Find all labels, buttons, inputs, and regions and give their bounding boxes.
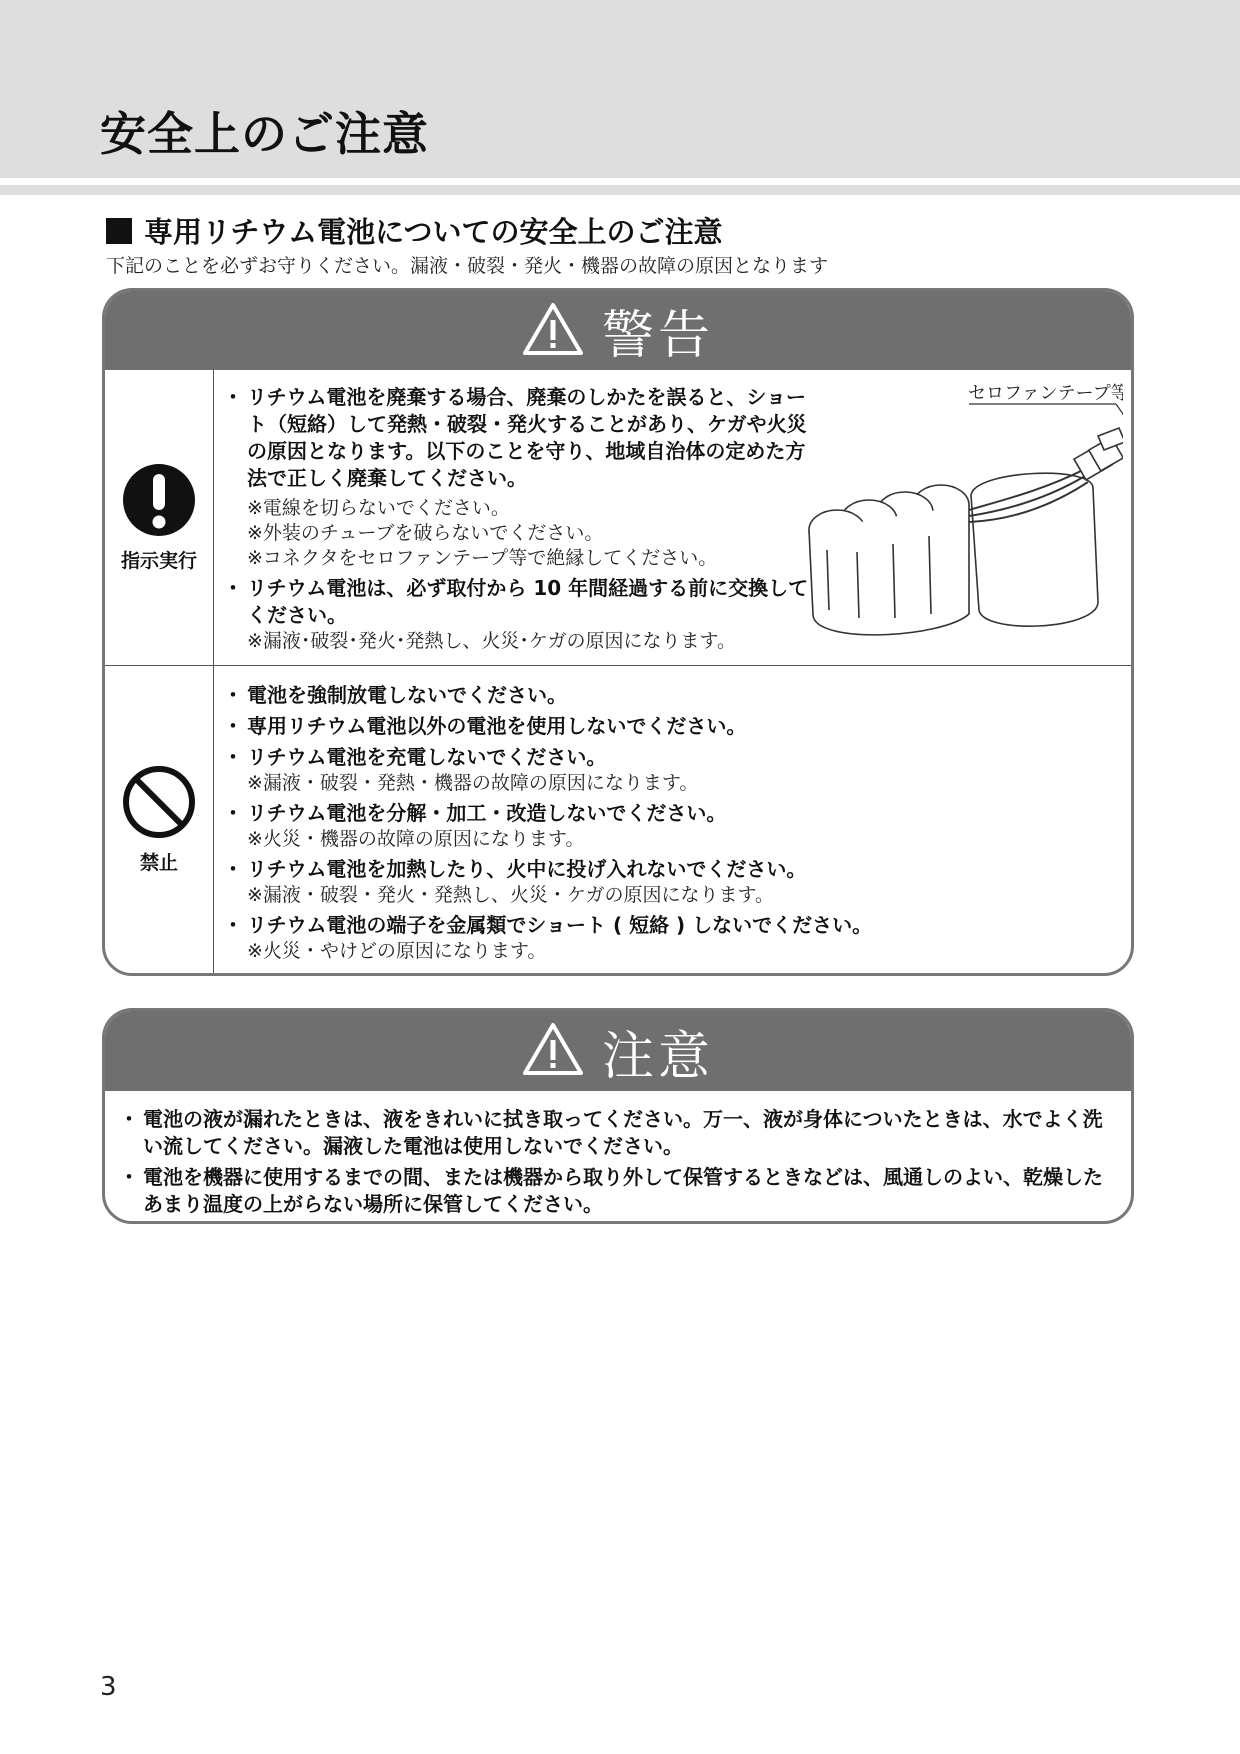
instruction-text [223, 384, 823, 654]
caution-header [105, 1011, 1131, 1091]
caution-panel [102, 1008, 1134, 1224]
prohibition-icon-cell [105, 666, 214, 973]
prohibition-text [223, 682, 1103, 964]
exclamation-circle-icon [121, 462, 197, 542]
caution-title: 注意 [601, 1026, 714, 1087]
list-note: ※火災・やけどの原因になります。 [247, 940, 547, 962]
section-heading-text: 専用リチウム電池についての安全上のご注意 [144, 215, 723, 249]
header-divider-band [0, 185, 1240, 195]
list-note: ※外装のチューブを破らないでください。 [247, 522, 604, 544]
instruction-row [105, 370, 1131, 666]
section-heading [106, 210, 723, 251]
list-item: ・ リチウム電池を加熱したり、火中に投げ入れないでください。 [223, 856, 1103, 883]
list-note: ※火災・機器の故障の原因になります。 [247, 828, 585, 850]
page-number: 3 [100, 1672, 117, 1702]
list-note: ※漏液･破裂･発火･発熱し、火災･ケガの原因になります。 [247, 630, 737, 652]
section-intro: 下記のことを必ずお守りください。漏液・破裂・発火・機器の故障の原因となります [106, 255, 829, 277]
list-item: ・ リチウム電池は、必ず取付から 10 年間経過する前に交換してください。 [223, 575, 823, 629]
prohibition-row [105, 666, 1131, 973]
header-divider [0, 178, 1240, 185]
list-item: ・ 電池を強制放電しないでください。 [223, 682, 1103, 709]
list-item: ・ リチウム電池の端子を金属類でショート ( 短絡 ) しないでください。 [223, 912, 1103, 939]
list-note: ※漏液・破裂・発熱・機器の故障の原因になります。 [247, 772, 699, 794]
warning-header [105, 291, 1131, 370]
list-note: ※電線を切らないでください。 [247, 497, 510, 519]
list-item: ・ リチウム電池を分解・加工・改造しないでください。 [223, 800, 1103, 827]
list-note: ※漏液・破裂・発火・発熱し、火災・ケガの原因になります。 [247, 884, 775, 906]
caution-text [119, 1106, 1119, 1222]
instruction-label: 指示実行 [120, 550, 197, 572]
warning-title: 警告 [601, 306, 714, 366]
illustration-label: セロファンテープ等 [968, 383, 1123, 404]
prohibition-label: 禁止 [139, 852, 178, 874]
instruction-icon-cell [105, 370, 214, 665]
list-item: ・ 専用リチウム電池以外の電池を使用しないでください。 [223, 713, 1103, 740]
list-item: ・ 電池を機器に使用するまでの間、または機器から取り外して保管するときなどは、風通しのよい、乾燥したあまり温度の上がらない場所に保管してください。 [119, 1164, 1119, 1218]
list-item: ・ リチウム電池を充電しないでください。 [223, 744, 1103, 771]
battery-pack-illustration [793, 370, 1123, 644]
prohibition-icon [121, 764, 197, 844]
warning-triangle-icon [522, 302, 584, 360]
list-item: ・ リチウム電池を廃棄する場合、廃棄のしかたを誤ると、ショート（短絡）して発熱・破裂・発火することがあり、ケガや火災の原因となります。以下のことを守り、地域自治体の定めた方法で正しく廃棄してください。 [223, 384, 823, 492]
warning-panel [102, 288, 1134, 976]
square-bullet-icon [106, 218, 132, 244]
warning-triangle-icon [522, 1022, 584, 1080]
list-item: ・ 電池の液が漏れたときは、液をきれいに拭き取ってください。万一、液が身体についたときは、水でよく洗い流してください。漏液した電池は使用しないでください。 [119, 1106, 1119, 1160]
list-note: ※コネクタをセロファンテープ等で絶縁してください。 [247, 547, 718, 569]
page-title: 安全上のご注意 [100, 107, 429, 161]
